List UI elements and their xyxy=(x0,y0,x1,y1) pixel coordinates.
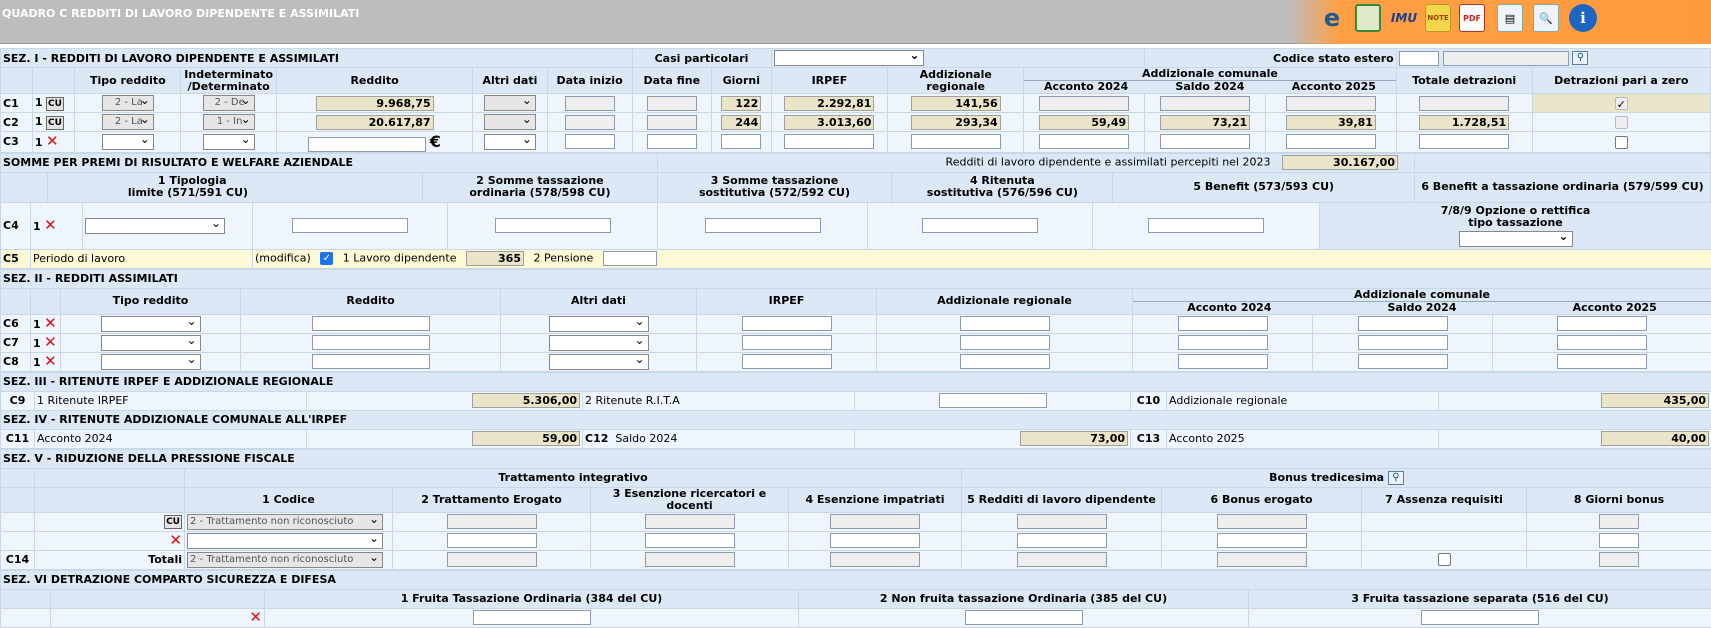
addizionale-regionale-value: 435,00 xyxy=(1601,393,1709,408)
row-code: C14 xyxy=(1,550,35,569)
acconto-2025-input[interactable] xyxy=(1557,335,1647,350)
redditi-lavoro-field xyxy=(1017,514,1107,529)
hdr-somme-sostitutiva-2: sostitutiva (572/592 CU) xyxy=(660,187,890,199)
sez4-title: SEZ. IV - RITENUTE ADDIZIONALE COMUNALE ALL'IRPEF xyxy=(1,410,1711,429)
indeterminato-select[interactable] xyxy=(203,134,255,150)
hdr-opzione: 7/8/9 Opzione o rettifica xyxy=(1322,205,1709,217)
hdr-non-fruita-ordinaria: 2 Non fruita tassazione Ordinaria (385 del CU) xyxy=(799,589,1249,608)
hdr-reddito: Reddito xyxy=(276,68,472,94)
irpef-input[interactable] xyxy=(742,316,832,331)
hdr-fruita-ordinaria: 1 Fruita Tassazione Ordinaria (384 del CU) xyxy=(265,589,799,608)
row-code: C9 xyxy=(1,391,35,410)
row-code: C3 xyxy=(1,132,33,153)
row-number: 1 xyxy=(33,337,41,350)
modifica-checkbox[interactable]: ✓ xyxy=(320,252,333,265)
row-code: C10 xyxy=(1131,391,1167,410)
totali-row xyxy=(1,550,1711,569)
row-code: C4 xyxy=(1,202,31,249)
hdr-addizionale-comunale: Addizionale comunale xyxy=(1133,289,1711,302)
detrazioni-zero-checkbox xyxy=(1615,116,1628,129)
hdr-altri-dati: Altri dati xyxy=(473,68,547,94)
acconto-2024-input[interactable] xyxy=(1178,354,1268,369)
hdr-irpef: IRPEF xyxy=(771,68,888,94)
acconto-2025-label: Acconto 2025 xyxy=(1167,429,1439,448)
totali-label: Totali xyxy=(35,550,185,569)
reddito-input[interactable] xyxy=(312,354,430,369)
hdr-saldo-2024: Saldo 2024 xyxy=(1326,302,1519,314)
bonus-erogato-field xyxy=(1217,514,1307,529)
hdr-data-inizio: Data inizio xyxy=(547,68,632,94)
hdr-assenza-requisiti: 7 Assenza requisiti xyxy=(1362,487,1527,512)
hdr-fruita-separata: 3 Fruita tassazione separata (516 del CU) xyxy=(1249,589,1711,608)
hdr-acconto-2025: Acconto 2025 xyxy=(1518,302,1711,314)
reddito-input[interactable] xyxy=(312,316,430,331)
row-number: 1 xyxy=(35,96,43,109)
hdr-detrazioni-zero: Detrazioni pari a zero xyxy=(1532,68,1710,94)
row-code: C5 xyxy=(1,249,31,268)
saldo-2024-field xyxy=(1160,96,1250,111)
table-row xyxy=(1,531,1711,550)
hdr-tipologia: 1 Tipologia xyxy=(128,175,420,187)
tipo-reddito-select[interactable] xyxy=(101,354,201,370)
reddito-input[interactable] xyxy=(308,137,426,152)
tipo-reddito-select[interactable]: 2 - La ⌄ xyxy=(102,114,154,130)
giorni-input[interactable] xyxy=(721,134,761,149)
irpef-input[interactable] xyxy=(742,335,832,350)
irpef-input[interactable] xyxy=(742,354,832,369)
sez5-table xyxy=(0,449,1711,570)
ritenuta-input[interactable] xyxy=(705,218,821,233)
hdr-addizionale-regionale: Addizionale regionale xyxy=(877,288,1133,314)
row-code: C11 xyxy=(1,429,35,448)
altri-dati-select[interactable] xyxy=(484,134,536,150)
hdr-indeterminato: Indeterminato /Determinato xyxy=(181,68,277,94)
giorni-bonus-field xyxy=(1599,514,1639,529)
addizionale-regionale-field: 141,56 xyxy=(911,96,1001,111)
hdr-acconto-2025: Acconto 2025 xyxy=(1272,81,1396,93)
totale-detrazioni-input[interactable] xyxy=(1419,134,1509,149)
search-icon[interactable]: ⚲ xyxy=(1572,51,1588,65)
hdr-totale-detrazioni: Totale detrazioni xyxy=(1396,68,1532,94)
row-number: 1 xyxy=(33,356,41,369)
premi-title: SOMME PER PREMI DI RISULTATO E WELFARE AZIENDALE xyxy=(1,153,658,172)
hdr-tipologia-limite: limite (571/591 CU) xyxy=(128,187,420,199)
row-code: C13 xyxy=(1131,429,1167,448)
opzione-select[interactable] xyxy=(1459,231,1573,247)
ritenute-rita-input[interactable] xyxy=(939,393,1047,408)
data-inizio-field xyxy=(565,96,615,111)
acconto-2024-field: 59,49 xyxy=(1039,115,1129,130)
trattamento-integrativo-title: Trattamento integrativo xyxy=(185,468,962,487)
row-number: 1 xyxy=(35,115,43,128)
saldo-2024-field: 73,21 xyxy=(1160,115,1250,130)
esenzione-impatriati-totale xyxy=(830,552,920,567)
hdr-benefit: 5 Benefit (573/593 CU) xyxy=(1113,172,1415,202)
saldo-2024-label: Saldo 2024 xyxy=(615,432,677,445)
hdr-trattamento-erogato: 2 Trattamento Erogato xyxy=(393,487,591,512)
reddito-input[interactable] xyxy=(312,335,430,350)
data-inizio-field xyxy=(565,115,615,130)
casi-particolari-select[interactable] xyxy=(774,50,924,66)
percepiti-label: Redditi di lavoro dipendente e assimilati percepiti nel 2023 xyxy=(946,156,1271,169)
sez2-title: SEZ. II - REDDITI ASSIMILATI xyxy=(1,269,1711,288)
table-row xyxy=(1,132,1711,153)
codice-totali-select[interactable]: 2 - Trattamento non riconosciuto ⌄ xyxy=(187,552,383,568)
hdr-irpef: IRPEF xyxy=(697,288,877,314)
tipo-reddito-select[interactable] xyxy=(101,316,201,332)
table-row xyxy=(1,352,1711,371)
sez3-table xyxy=(0,372,1711,449)
premi-row-table xyxy=(0,202,1711,269)
document-icon[interactable]: ▤ xyxy=(1497,4,1523,32)
esenzione-impatriati-input[interactable] xyxy=(830,533,920,548)
row-number: 1 xyxy=(33,318,41,331)
form-body xyxy=(0,44,1711,628)
hdr-esenzione-impatriati: 4 Esenzione impatriati xyxy=(789,487,962,512)
document-search-icon[interactable]: 🔍 xyxy=(1533,4,1559,32)
acconto-2025-field: 39,81 xyxy=(1286,115,1376,130)
sez3-title: SEZ. III - RITENUTE IRPEF E ADDIZIONALE REGIONALE xyxy=(1,372,1711,391)
row-number: 1 xyxy=(35,136,43,149)
saldo-2024-input[interactable] xyxy=(1160,134,1250,149)
hdr-altri-dati: Altri dati xyxy=(501,288,697,314)
sez1-table xyxy=(0,48,1711,153)
codice-select[interactable] xyxy=(187,533,383,549)
reddito-field: 20.617,87 xyxy=(316,115,434,130)
sez5-title: SEZ. V - RIDUZIONE DELLA PRESSIONE FISCALE xyxy=(1,449,1711,468)
somme-sostitutiva-input[interactable] xyxy=(495,218,611,233)
detrazioni-zero-checkbox[interactable] xyxy=(1615,136,1628,149)
modifica-label: (modifica) xyxy=(255,252,311,265)
assenza-requisiti-checkbox[interactable] xyxy=(1438,553,1451,566)
internet-explorer-icon[interactable]: e xyxy=(1319,4,1345,32)
acconto-2024-input[interactable] xyxy=(1178,316,1268,331)
table-row xyxy=(1,202,1711,249)
saldo-2024-input[interactable] xyxy=(1358,316,1448,331)
detrazioni-zero-checkbox: ✓ xyxy=(1615,97,1628,110)
row-code: C6 xyxy=(1,314,31,333)
sez6-table xyxy=(0,570,1711,628)
ritenute-irpef-value: 5.306,00 xyxy=(472,393,580,408)
periodo-label: Periodo di lavoro xyxy=(31,249,253,268)
codice-stato-input[interactable] xyxy=(1399,51,1439,66)
hdr-opzione-2: tipo tassazione xyxy=(1322,217,1709,229)
delete-row-icon[interactable]: ✕ xyxy=(249,608,262,626)
document-search-icon[interactable]: ⚲ xyxy=(1388,471,1404,485)
row-code: C8 xyxy=(1,352,31,371)
sez2-table xyxy=(0,269,1711,372)
lavoro-dipendente-label: 1 Lavoro dipendente xyxy=(343,252,457,265)
indeterminato-select[interactable]: 2 - De ⌄ xyxy=(203,95,255,111)
addizionale-regionale-input[interactable] xyxy=(911,134,1001,149)
benefit-ordinaria-input[interactable] xyxy=(1148,218,1264,233)
periodo-row xyxy=(1,249,1711,268)
esenzione-ricercatori-input[interactable] xyxy=(645,533,735,548)
hdr-esenzione-ricercatori: 3 Esenzione ricercatori e docenti xyxy=(591,487,789,512)
casi-particolari-label: Casi particolari xyxy=(632,49,771,68)
cu-button[interactable]: CU xyxy=(46,116,64,130)
altri-dati-select[interactable] xyxy=(484,95,536,111)
acconto-2024-value: 59,00 xyxy=(472,431,580,446)
esenzione-ricercatori-field xyxy=(645,514,735,529)
hdr-somme-ordinaria: 2 Somme tassazione xyxy=(425,175,655,187)
hdr-acconto-2024: Acconto 2024 xyxy=(1133,302,1326,314)
hdr-giorni-bonus: 8 Giorni bonus xyxy=(1527,487,1711,512)
euro-icon[interactable]: € xyxy=(430,132,441,151)
reddito-field: 9.968,75 xyxy=(316,96,434,111)
trattamento-erogato-input[interactable] xyxy=(447,533,537,548)
info-icon[interactable]: i xyxy=(1569,4,1597,32)
indeterminato-select[interactable]: 1 - In ⌄ xyxy=(203,114,255,130)
window-title: QUADRO C REDDITI DI LAVORO DIPENDENTE E ASSIMILATI xyxy=(2,7,359,20)
delete-row-icon[interactable]: ✕ xyxy=(44,216,57,234)
table-row xyxy=(1,512,1711,531)
pdf-icon[interactable]: PDF xyxy=(1459,4,1485,32)
data-fine-field xyxy=(647,115,697,130)
table-row xyxy=(1,113,1711,132)
data-fine-field xyxy=(647,96,697,111)
title-bar xyxy=(0,0,1711,44)
hdr-somme-sostitutiva: 3 Somme tassazione xyxy=(660,175,890,187)
table-row xyxy=(1,314,1711,333)
ritenute-rita-label: 2 Ritenute R.I.T.A xyxy=(583,391,855,410)
percepiti-value: 30.167,00 xyxy=(1282,155,1398,170)
altri-dati-select[interactable] xyxy=(549,354,649,370)
imu-icon[interactable]: IMU xyxy=(1391,4,1417,32)
redditi-lavoro-totale xyxy=(1017,552,1107,567)
altri-dati-select[interactable] xyxy=(549,335,649,351)
delete-row-icon[interactable]: ✕ xyxy=(46,132,59,150)
tipo-reddito-select[interactable] xyxy=(102,134,154,150)
archive-icon[interactable] xyxy=(1355,4,1381,32)
pensione-input[interactable] xyxy=(603,251,657,266)
premi-table xyxy=(0,153,1711,203)
irpef-field: 2.292,81 xyxy=(784,96,874,111)
acconto-2025-input[interactable] xyxy=(1557,316,1647,331)
note-icon[interactable]: NOTE xyxy=(1425,4,1451,32)
hdr-tipo-reddito: Tipo reddito xyxy=(75,68,181,94)
row-number: 1 xyxy=(33,220,41,233)
saldo-2024-input[interactable] xyxy=(1358,354,1448,369)
hdr-redditi-lavoro-dipendente: 5 Redditi di lavoro dipendente xyxy=(962,487,1162,512)
hdr-tipo-reddito: Tipo reddito xyxy=(61,288,241,314)
fruita-ordinaria-input[interactable] xyxy=(473,610,591,625)
addizionale-regionale-input[interactable] xyxy=(960,354,1050,369)
giorni-field: 244 xyxy=(721,115,761,130)
hdr-acconto-2024: Acconto 2024 xyxy=(1024,81,1148,93)
hdr-saldo-2024: Saldo 2024 xyxy=(1148,81,1272,93)
row-code: C1 xyxy=(1,94,33,113)
tipologia-select[interactable] xyxy=(85,218,225,234)
hdr-addizionale-comunale: Addizionale comunale xyxy=(1024,68,1396,81)
acconto-2025-field xyxy=(1286,96,1376,111)
data-inizio-input[interactable] xyxy=(565,134,615,149)
addizionale-regionale-input[interactable] xyxy=(960,316,1050,331)
cu-button[interactable]: CU xyxy=(164,515,182,529)
bonus-erogato-totale xyxy=(1217,552,1307,567)
irpef-input[interactable] xyxy=(784,134,874,149)
altri-dati-select[interactable] xyxy=(484,114,536,130)
totale-detrazioni-field xyxy=(1419,96,1509,111)
data-fine-input[interactable] xyxy=(647,134,697,149)
giorni-bonus-input[interactable] xyxy=(1599,533,1639,548)
cu-button[interactable]: CU xyxy=(46,97,64,111)
esenzione-ricercatori-totale xyxy=(645,552,735,567)
lavoro-dipendente-field[interactable]: 365 xyxy=(466,251,524,266)
ritenute-irpef-label: 1 Ritenute IRPEF xyxy=(35,391,307,410)
delete-row-icon[interactable]: ✕ xyxy=(44,333,57,351)
somme-ordinaria-input[interactable] xyxy=(292,218,408,233)
hdr-giorni: Giorni xyxy=(712,68,771,94)
acconto-2025-input[interactable] xyxy=(1557,354,1647,369)
non-fruita-ordinaria-input[interactable] xyxy=(965,610,1083,625)
fruita-separata-input[interactable] xyxy=(1421,610,1539,625)
acconto-2024-input[interactable] xyxy=(1039,134,1129,149)
delete-row-icon[interactable]: ✕ xyxy=(44,352,57,370)
stato-estero-name-field xyxy=(1443,51,1569,66)
row-code: C12 xyxy=(585,432,608,445)
table-row xyxy=(1,333,1711,352)
esenzione-impatriati-field xyxy=(830,514,920,529)
delete-row-icon[interactable]: ✕ xyxy=(44,314,57,332)
hdr-ritenuta: 4 Ritenuta xyxy=(894,175,1110,187)
row-code: C7 xyxy=(1,333,31,352)
bonus-erogato-input[interactable] xyxy=(1217,533,1307,548)
saldo-2024-value: 73,00 xyxy=(1020,431,1128,446)
hdr-benefit-ordinaria: 6 Benefit a tassazione ordinaria (579/599 CU) xyxy=(1417,181,1708,193)
trattamento-erogato-totale xyxy=(447,552,537,567)
table-row xyxy=(1,94,1711,113)
hdr-codice: 1 Codice xyxy=(185,487,393,512)
addizionale-regionale-label: Addizionale regionale xyxy=(1167,391,1439,410)
benefit-input[interactable] xyxy=(922,218,1038,233)
bonus-tredicesima-title: Bonus tredicesima xyxy=(1269,471,1384,484)
toolbar xyxy=(1289,0,1711,44)
saldo-2024-input[interactable] xyxy=(1358,335,1448,350)
tipo-reddito-select[interactable] xyxy=(101,335,201,351)
trattamento-erogato-field xyxy=(447,514,537,529)
addizionale-regionale-field: 293,34 xyxy=(911,115,1001,130)
sez1-title: SEZ. I - REDDITI DI LAVORO DIPENDENTE E ASSIMILATI xyxy=(1,49,633,68)
acconto-2024-input[interactable] xyxy=(1178,335,1268,350)
acconto-2025-value: 40,00 xyxy=(1601,431,1709,446)
acconto-2024-field xyxy=(1039,96,1129,111)
hdr-bonus-erogato: 6 Bonus erogato xyxy=(1162,487,1362,512)
acconto-2024-label: Acconto 2024 xyxy=(35,429,307,448)
codice-select[interactable]: 2 - Trattamento non riconosciuto ⌄ xyxy=(187,514,383,530)
pensione-label: 2 Pensione xyxy=(533,252,593,265)
hdr-data-fine: Data fine xyxy=(632,68,712,94)
altri-dati-select[interactable] xyxy=(549,316,649,332)
addizionale-regionale-input[interactable] xyxy=(960,335,1050,350)
acconto-2025-input[interactable] xyxy=(1286,134,1376,149)
delete-row-icon[interactable]: ✕ xyxy=(169,531,182,549)
sez6-title: SEZ. VI DETRAZIONE COMPARTO SICUREZZA E DIFESA xyxy=(1,570,1711,589)
totale-detrazioni-field: 1.728,51 xyxy=(1419,115,1509,130)
hdr-addizionale-regionale: Addizionale regionale xyxy=(888,68,1024,94)
irpef-field: 3.013,60 xyxy=(784,115,874,130)
row-code: C2 xyxy=(1,113,33,132)
giorni-field: 122 xyxy=(721,96,761,111)
hdr-ritenuta-2: sostitutiva (576/596 CU) xyxy=(894,187,1110,199)
giorni-bonus-totale xyxy=(1599,552,1639,567)
codice-stato-estero-label: Codice stato estero xyxy=(1145,49,1397,68)
hdr-somme-ordinaria-2: ordinaria (578/598 CU) xyxy=(425,187,655,199)
redditi-lavoro-input[interactable] xyxy=(1017,533,1107,548)
hdr-reddito: Reddito xyxy=(241,288,501,314)
tipo-reddito-select[interactable]: 2 - La ⌄ xyxy=(102,95,154,111)
